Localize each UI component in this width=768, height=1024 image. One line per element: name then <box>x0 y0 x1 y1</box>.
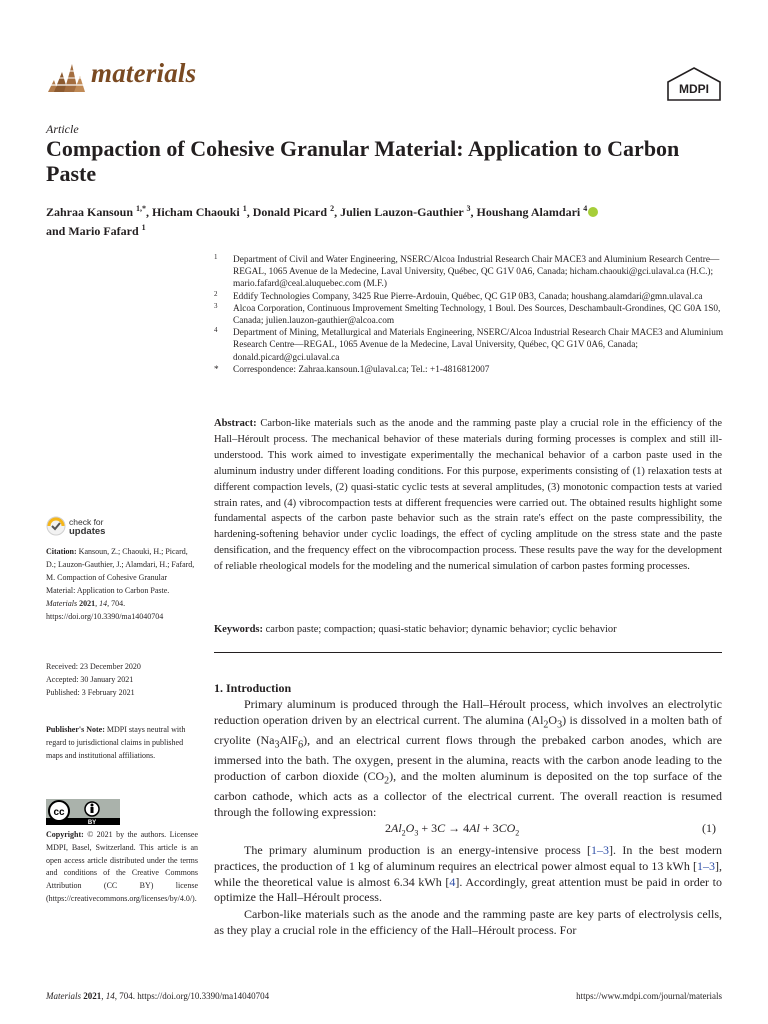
cc-by-label: BY <box>87 820 97 825</box>
abstract-text: Carbon-like materials such as the anode and the ramming paste play a crucial role in the efficiency of the Hall–Héroult process. The mechanical behavior of these materials during forming processes is complex and still ill-understood. This work aimed to investigate experimentally the mechanical behavior of a carbon paste used in the aluminum industry under different loading conditions. For this purpose, experiments consisting of (1) relaxation tests at different compaction levels, (2) quasi-static cyclic tests at several amplitudes, (3) monotonic compaction tests at varied strain rates, and (4) vibrocompaction tests at different frequencies were carried out. The obtained results highlight some fundamental aspects of the carbon paste behavior such as the strain rate's effect on the paste compressibility, the hardening-softening behavior under cyclic loadings, the effect of cycling amplitude on the stress state and the paste densification, and the frequency effect on the vibrocompaction process. These results pave the way for the development of reliable rheological models for the modeling and the numerical simulation of carbon pastes forming processes. <box>214 418 722 573</box>
keywords <box>214 622 722 637</box>
author-line-1: Zahraa Kansoun $^{1,*}$, Hicham Chaouki $^1$, Donald Picard $^2$, Julien Lauzon-Gauthier $^3$, Houshang Alamdari $^4$ <box>46 204 588 219</box>
check-for-text: check for <box>69 517 104 527</box>
article-type: Article <box>46 122 79 136</box>
citation-link[interactable]: 4 <box>449 874 456 889</box>
citation-label: Citation: <box>46 547 77 556</box>
affiliation-1: 1 Department of Civil and Water Engineering, NSERC/Alcoa Industrial Research Chair MACE3 and Aluminium Research Centre—REGAL, 1065 Avenue de la Medecine, Laval University, Québec, QC G1V 0A6, Canada; hicham.chaouki@gci.ulaval.ca (H.C.); mario.fafard@ceal.aluquebec.com (M.F.) <box>214 253 720 290</box>
correspondence: * Correspondence: Zahraa.kansoun.1@ulaval.ca; Tel.: +1-4816812007 <box>214 364 490 375</box>
footer-journal-url[interactable]: https://www.mdpi.com/journal/materials <box>576 991 722 1001</box>
equation-number: (1) <box>702 821 716 835</box>
abstract <box>214 416 722 575</box>
keywords-text: carbon paste; compaction; quasi-static behavior; dynamic behavior; cyclic behavior <box>265 624 617 635</box>
citation-link[interactable]: 1–3 <box>697 858 715 873</box>
received-date: Received: 23 December 2020 <box>46 662 141 671</box>
orcid-icon[interactable] <box>588 207 598 217</box>
abstract-label: Abstract: <box>214 418 257 429</box>
section-heading-introduction: 1. Introduction <box>214 681 292 695</box>
check-for-updates-badge[interactable] <box>46 516 126 538</box>
check-updates-icon <box>46 516 66 536</box>
author-list <box>46 201 726 239</box>
intro-paragraph-1: Primary aluminum is produced through the Hall–Héroult process, which involves an electrolytic reduction operation driven by an electrical current. The alumina $(Al_2O_3)$ is dissolved in a molten bath of cryolite $(Na_3AlF_6)$, and an electrical current flows through the prebaked carbon anodes, which are immersed into the bath. The oxygen, present in the alumina, reacts with the carbon anode leading to the production of carbon dioxide $(CO_2)$, and the molten aluminum is deposited on the top surface of the carbon cathode, which acts as a collector of the electrical current. The overall reaction is resumed through the following expression: <box>214 697 722 819</box>
citation-link[interactable]: 1–3 <box>591 843 610 857</box>
citation-block: Citation: Kansoun, Z.; Chaouki, H.; Picard, D.; Lauzon-Gauthier, J.; Alamdari, H.; Fafard, M. Compaction of Cohesive Granular Material: Application to Carbon Paste. Materials 2021, 14, 704. https://doi.org/10.3390/ma14040704 <box>46 547 195 621</box>
intro-paragraph-3: Carbon-like materials such as the anode and the ramming paste are key parts of electrolysis cells, as they play a crucial role in the efficiency of the Hall–Héroult process. For <box>214 907 722 937</box>
publication-dates <box>46 661 198 700</box>
affiliation-4: 4 Department of Mining, Metallurgical and Materials Engineering, NSERC/Alcoa Industrial Research Chair MACE3 and Aluminium Research Centre—REGAL, 1065 Avenue de la Medecine, Laval University, Québec, QC G1V 0A6, Canada; donald.picard@gci.ulaval.ca <box>214 326 724 363</box>
affiliations <box>214 254 724 376</box>
equation-1: $2Al_2O_3 + 3C \to 4Al + 3CO_2$ <box>385 821 520 838</box>
intro-paragraph-2: The primary aluminum production is an energy-intensive process [1–3]. In the best modern practices, the production of 1 kg of aluminum requires an electrical power almost equal to 13 kWh [1–3], while the theoretical value is almost 6.34 kWh [4]. Accordingly, great attention must be paid in order to optimize the Hall–Héroult process. <box>214 843 722 905</box>
mdpi-logo-icon <box>666 67 722 101</box>
materials-logo-icon <box>46 58 86 94</box>
affiliation-2: 2 Eddify Technologies Company, 3425 Rue Pierre-Ardouin, Québec, QC G1P 0B3, Canada; houshang.alamdari@gmn.ulaval.ca <box>214 289 703 302</box>
updates-text: updates <box>69 526 106 537</box>
keywords-label: Keywords: <box>214 624 263 635</box>
author-line-2: and Mario Fafard $^1$ <box>46 223 146 238</box>
accepted-date: Accepted: 30 January 2021 <box>46 674 134 684</box>
footer-citation: Materials 2021, 14, 704. https://doi.org/10.3390/ma14040704 <box>46 991 270 1001</box>
journal-name: materials <box>91 58 197 88</box>
publisher-note: Publisher's Note: MDPI stays neutral with regard to jurisdictional claims in published maps and institutional affiliations. <box>46 725 186 760</box>
published-date: Published: 3 February 2021 <box>46 687 135 697</box>
copyright-block: Copyright: © 2021 by the authors. Licensee MDPI, Basel, Switzerland. This article is an open access article distributed under the terms and conditions of the Creative Commons Attribution (CC BY) license (https://creativecommons.org/licenses/by/4.0/). <box>46 830 199 903</box>
section-divider <box>214 652 722 653</box>
affiliation-3: 3 Alcoa Corporation, Continuous Improvement Smelting Technology, 1 Boul. Des Sources, Deschambault-Grondines, QC G0A 1S0, Canada; julien.lauzon-gauthier@alcoa.com <box>214 301 721 327</box>
cc-by-license-icon[interactable] <box>46 799 120 825</box>
publisher-name: MDPI <box>679 82 709 96</box>
paper-title: Compaction of Cohesive Granular Material: Application to Carbon Paste <box>46 136 680 186</box>
svg-text:cc: cc <box>53 807 65 818</box>
